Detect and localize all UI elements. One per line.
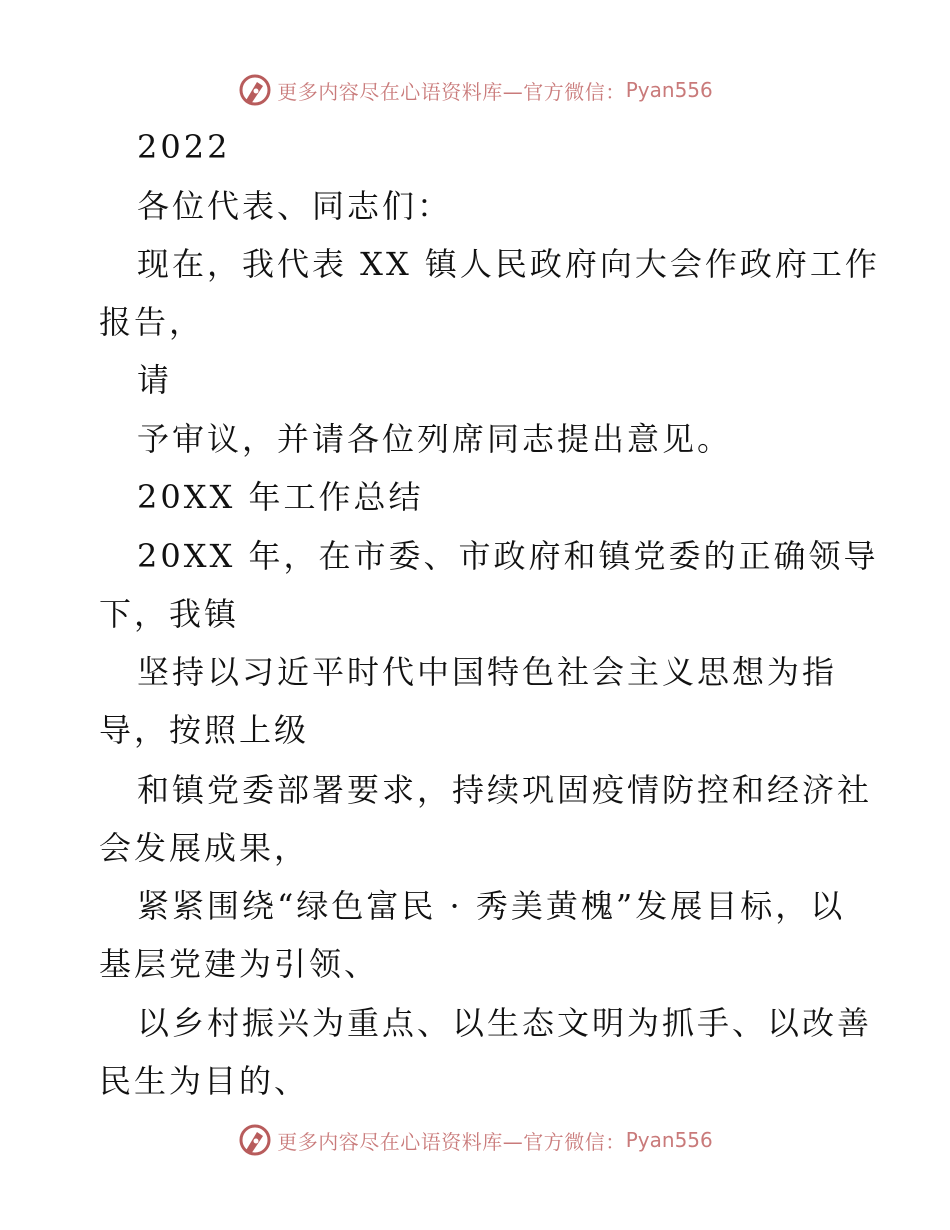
paragraph-line: 基层党建为引领、 xyxy=(99,945,380,983)
paragraph-line: 和镇党委部署要求，持续巩固疫情防控和经济社 xyxy=(137,771,873,809)
footer-wechat-id: Pyan556 xyxy=(625,1128,713,1152)
header-watermark-text: 更多内容尽在心语资料库—官方微信： xyxy=(277,79,626,104)
header-wechat-id: Pyan556 xyxy=(625,78,713,102)
paragraph-line: 各位代表、同志们： xyxy=(137,187,453,225)
paragraph-line: 坚持以习近平时代中国特色社会主义思想为指 xyxy=(137,653,838,691)
paragraph-line: 会发展成果， xyxy=(99,829,310,867)
pen-nib-circle-icon xyxy=(237,1122,273,1158)
paragraph-line: 20XX 年，在市委、市政府和镇党委的正确领导 xyxy=(137,537,879,575)
paragraph-line: 以乡村振兴为重点、以生态文明为抓手、以改善 xyxy=(137,1004,873,1042)
paragraph-line: 导，按照上级 xyxy=(99,711,310,749)
footer-watermark-text: 更多内容尽在心语资料库—官方微信： xyxy=(277,1129,626,1154)
paragraph-line: 紧紧围绕“绿色富民 · 秀美黄槐”发展目标，以 xyxy=(137,887,846,925)
paragraph-line: 下，我镇 xyxy=(99,595,240,633)
paragraph-line: 2022 xyxy=(137,128,231,166)
paragraph-line: 20XX 年工作总结 xyxy=(137,478,424,516)
paragraph-line: 予审议，并请各位列席同志提出意见。 xyxy=(137,420,733,458)
paragraph-line: 报告， xyxy=(99,303,205,341)
paragraph-line: 现在，我代表 XX 镇人民政府向大会作政府工作 xyxy=(137,245,880,283)
footer-watermark xyxy=(0,1120,950,1160)
paragraph-line: 请 xyxy=(137,361,173,399)
paragraph-line: 民生为目的、 xyxy=(99,1062,310,1100)
